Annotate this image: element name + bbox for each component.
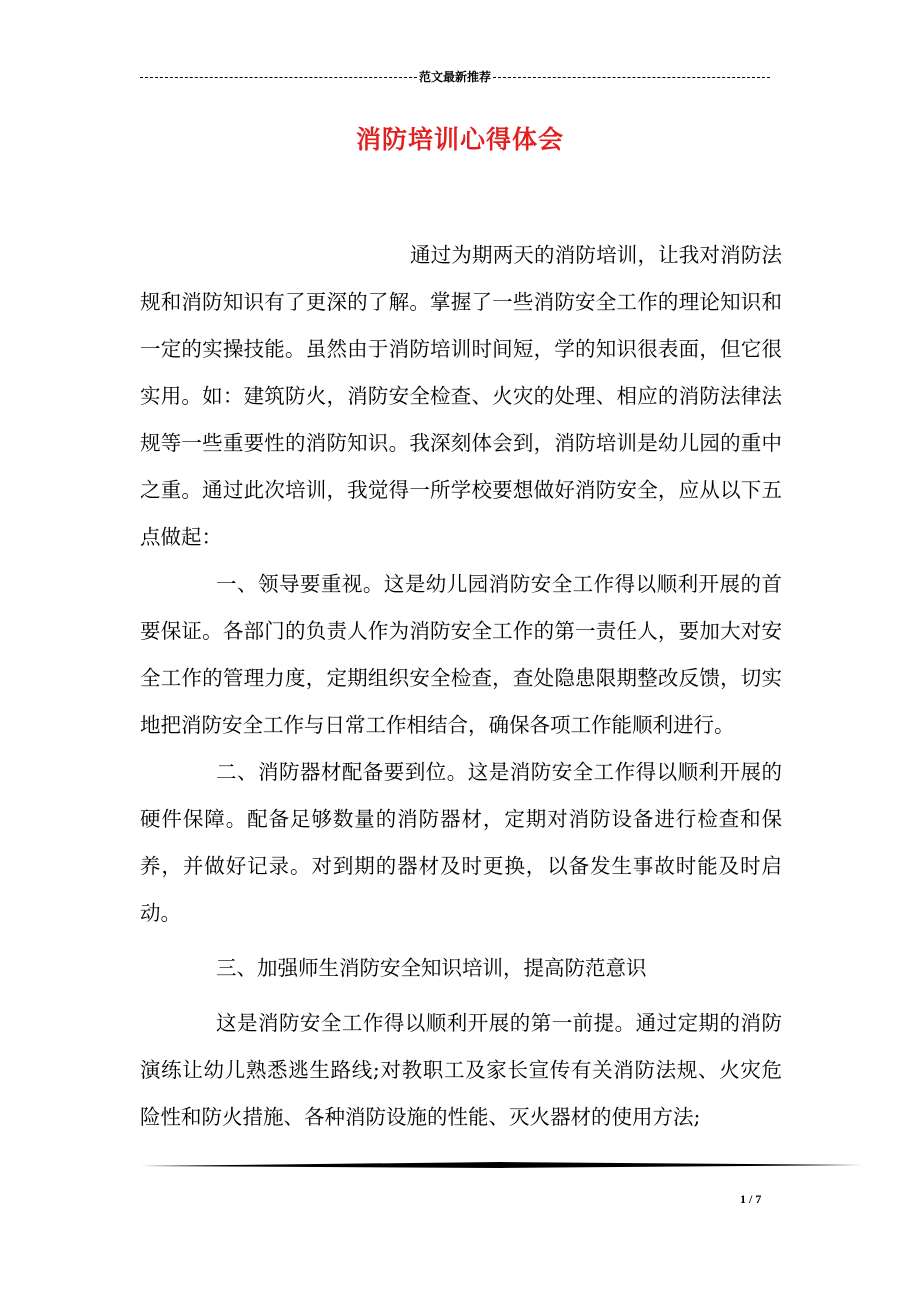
- paragraph-point-2: 二、消防器材配备要到位。这是消防安全工作得以顺利开展的硬件保障。配备足够数量的消防器材，定期对消防设备进行检查和保养，并做好记录。对到期的器材及时更换，以备发生事故时能及时启动。: [140, 760, 782, 925]
- document-title: 消防培训心得体会: [355, 125, 564, 154]
- footer-rule: [140, 1162, 862, 1168]
- header-label: 范文最新推荐: [419, 69, 492, 84]
- paragraph-intro: 通过为期两天的消防培训，让我对消防法规和消防知识有了更深的了解。掌握了一些消防安全工作的理论知识和一定的实操技能。虽然由于消防培训时间短，学的知识很表面，但它很实用。如：建筑防火，消防安全检查、火灾的处理、相应的消防法律法规等一些重要性的消防知识。我深刻体会到，消防培训是幼儿园的重中之重。通过此次培训，我觉得一所学校要想做好消防安全，应从以下五点做起：: [140, 243, 782, 549]
- page-number: 1 / 7: [740, 1192, 762, 1206]
- page-header: [140, 66, 770, 86]
- header-dash-left: [140, 77, 417, 78]
- header-dash-right: [493, 77, 770, 78]
- paragraph-point-3-heading: 三、加强师生消防安全知识培训，提高防范意识: [216, 956, 647, 980]
- document-body: [140, 232, 782, 1141]
- paragraph-point-3-body: 这是消防安全工作得以顺利开展的第一前提。通过定期的消防演练让幼儿熟悉逃生路线;对教职工及家长宣传有关消防法规、火灾危险性和防火措施、各种消防设施的性能、灭火器材的使用方法;: [140, 1011, 782, 1129]
- paragraph-point-1: 一、领导要重视。这是幼儿园消防安全工作得以顺利开展的首要保证。各部门的负责人作为消防安全工作的第一责任人，要加大对安全工作的管理力度，定期组织安全检查，查处隐患限期整改反馈，切实地把消防安全工作与日常工作相结合，确保各项工作能顺利进行。: [140, 572, 782, 737]
